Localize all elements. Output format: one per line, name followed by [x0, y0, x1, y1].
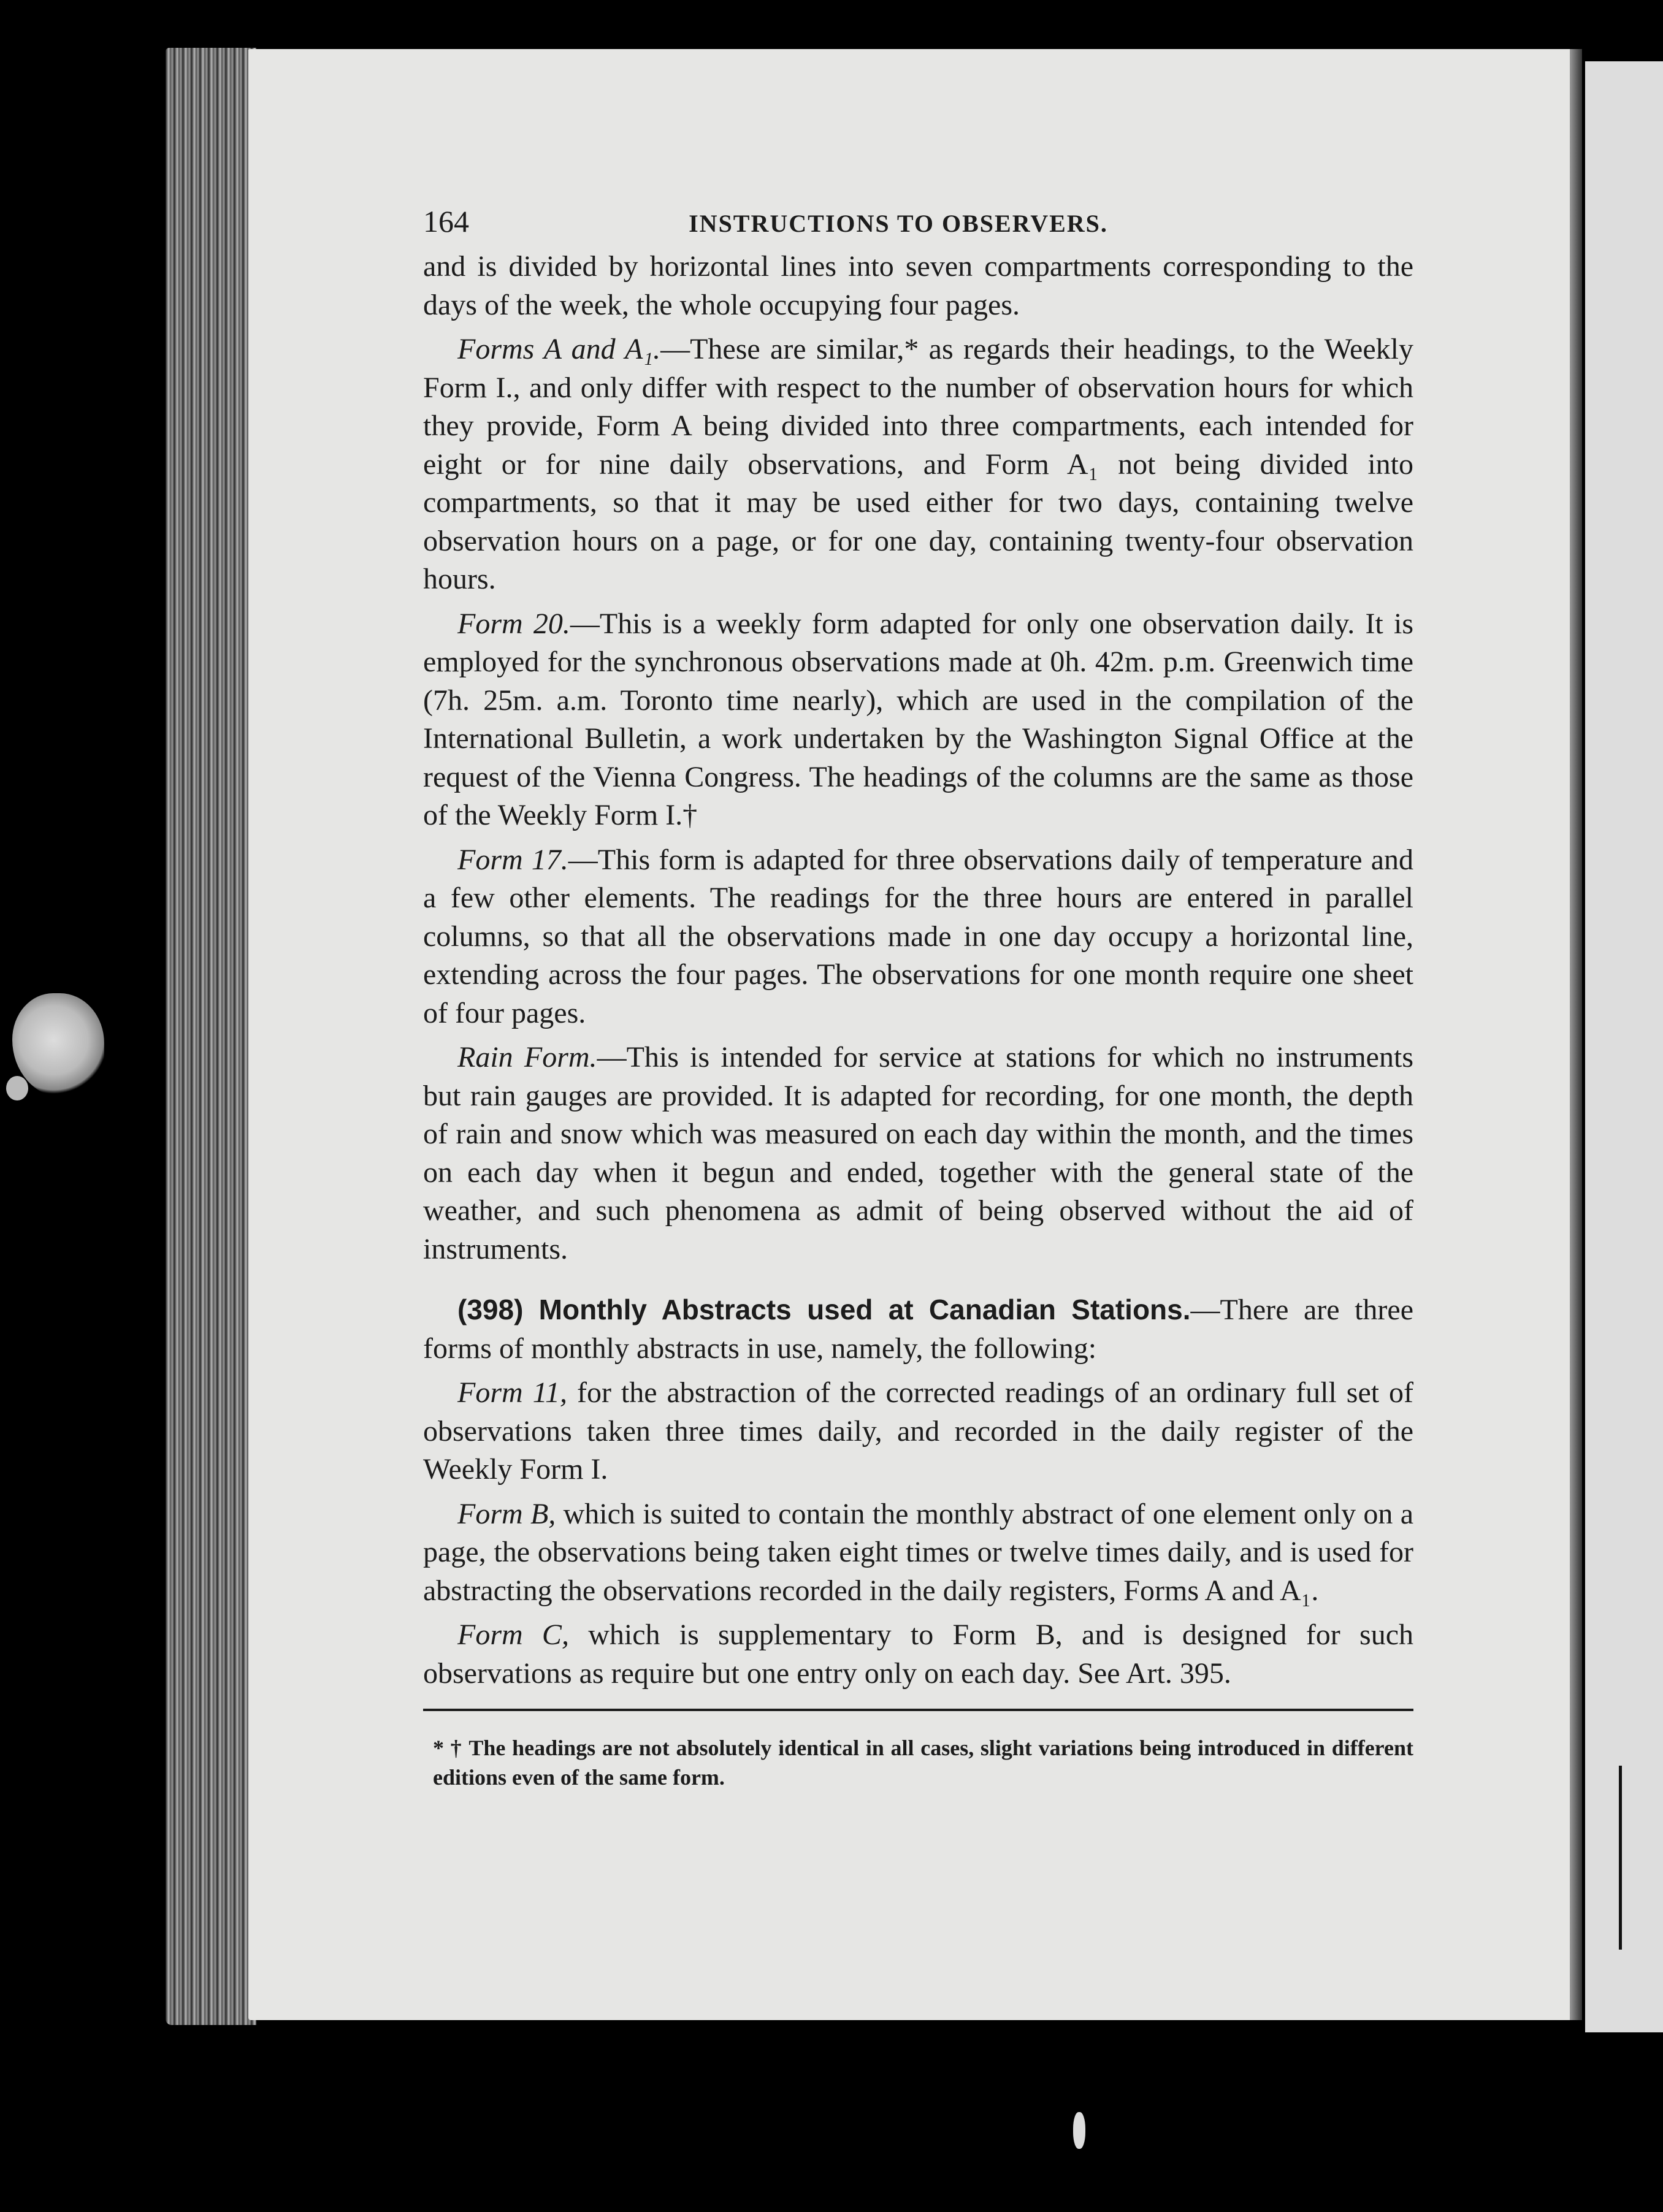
- paragraph-text: —This is intended for service at stations for which no instruments but rain gauges are provided. It is adapted for recording, for one month, the depth of rain and snow which was measured on each day within the month, and the times on each day when it begun and ended, together with the general state of the weather, and such phenomena as admit of being observed without the aid of instruments.: [423, 1041, 1413, 1265]
- page-content: [423, 202, 1413, 1814]
- item-label: Form B,: [457, 1497, 556, 1530]
- book-page-edges: [166, 48, 256, 2025]
- adjacent-page-mark: [1619, 1766, 1622, 1950]
- footnote: * † The headings are not absolutely identical in all cases, slight variations being introduced in different editions even of the same form.: [433, 1736, 1413, 1790]
- section-item-form-11: [423, 1374, 1413, 1489]
- paragraph-text: —This is a weekly form adapted for only one observation daily. It is employed for the synchronous observations made at 0h. 42m. p.m. Greenwich time (7h. 25m. a.m. Toronto time nearly), which are used in the compilation of the International Bulletin, a work undertaken by the Washington Signal Office at the request of the Vienna Congress. The headings of the columns are the same as those of the Weekly Form I.†: [423, 607, 1413, 831]
- item-label: Form C,: [457, 1619, 569, 1651]
- paragraph-form-20: [423, 605, 1413, 835]
- paragraph-label: Rain Form.: [457, 1041, 597, 1074]
- paragraph-text: —These are similar,* as regards their headings, to the Weekly Form I., and only differ with respect to the number of observation hours for which they provide, Form A being divided into three compartments, each intended for eight or for nine daily observations, and Form A₁ not being divided into compartments, so that it may be used either for two days, containing twelve observation hours on a page, or for one day, containing twenty-four observation hours.: [423, 333, 1414, 595]
- section-398: [423, 1291, 1413, 1693]
- footnote-rule: [423, 1709, 1413, 1711]
- section-intro: [423, 1291, 1413, 1368]
- paragraph-text: and is divided by horizontal lines into seven compartments corresponding to the days of the week, the whole occupying four pages.: [423, 250, 1413, 321]
- paragraph-continuation: [423, 248, 1413, 324]
- page-number: 164: [423, 204, 469, 238]
- paragraph-label: Form 17.: [457, 843, 568, 876]
- adjacent-page: [1585, 61, 1663, 2032]
- scan-mark: [1073, 2112, 1085, 2149]
- paragraph-label: Forms A and A₁.: [457, 333, 661, 365]
- paper-blot-small: [6, 1076, 28, 1100]
- section-item-form-b: [423, 1495, 1413, 1611]
- page-gutter: [1570, 49, 1582, 2020]
- item-text: for the abstraction of the corrected readings of an ordinary full set of observations taken three times daily, and recorded in the daily register of the Weekly Form I.: [423, 1376, 1414, 1485]
- section-intro-text: —There are three forms of monthly abstracts in use, namely, the following:: [423, 1294, 1413, 1365]
- paragraph-text: —This form is adapted for three observations daily of temperature and a few other elements. The readings for the three hours are entered in parallel columns, so that all the observations made in one day occupy a horizontal line, extending across the four pages. The observations for one month require one sheet of four pages.: [423, 843, 1413, 1029]
- paragraph-form-17: [423, 841, 1413, 1033]
- section-heading: (398) Monthly Abstracts used at Canadian Stations.: [457, 1294, 1191, 1325]
- paragraph-label: Form 20.: [457, 607, 570, 640]
- page-header: [423, 202, 1413, 245]
- item-label: Form 11,: [457, 1376, 568, 1409]
- running-title: INSTRUCTIONS TO OBSERVERS.: [689, 210, 1108, 237]
- paragraph-forms-a: [423, 330, 1413, 599]
- item-text: which is supplementary to Form B, and is designed for such observations as require but one entry only on each day. See Art. 395.: [423, 1619, 1414, 1690]
- item-text: which is suited to contain the monthly abstract of one element only on a page, the observations being taken eight times or twelve times daily, and is used for abstracting the observations recorded in the daily registers, Forms A and A₁.: [423, 1497, 1414, 1607]
- section-item-form-c: [423, 1616, 1413, 1693]
- paragraph-rain-form: [423, 1039, 1413, 1268]
